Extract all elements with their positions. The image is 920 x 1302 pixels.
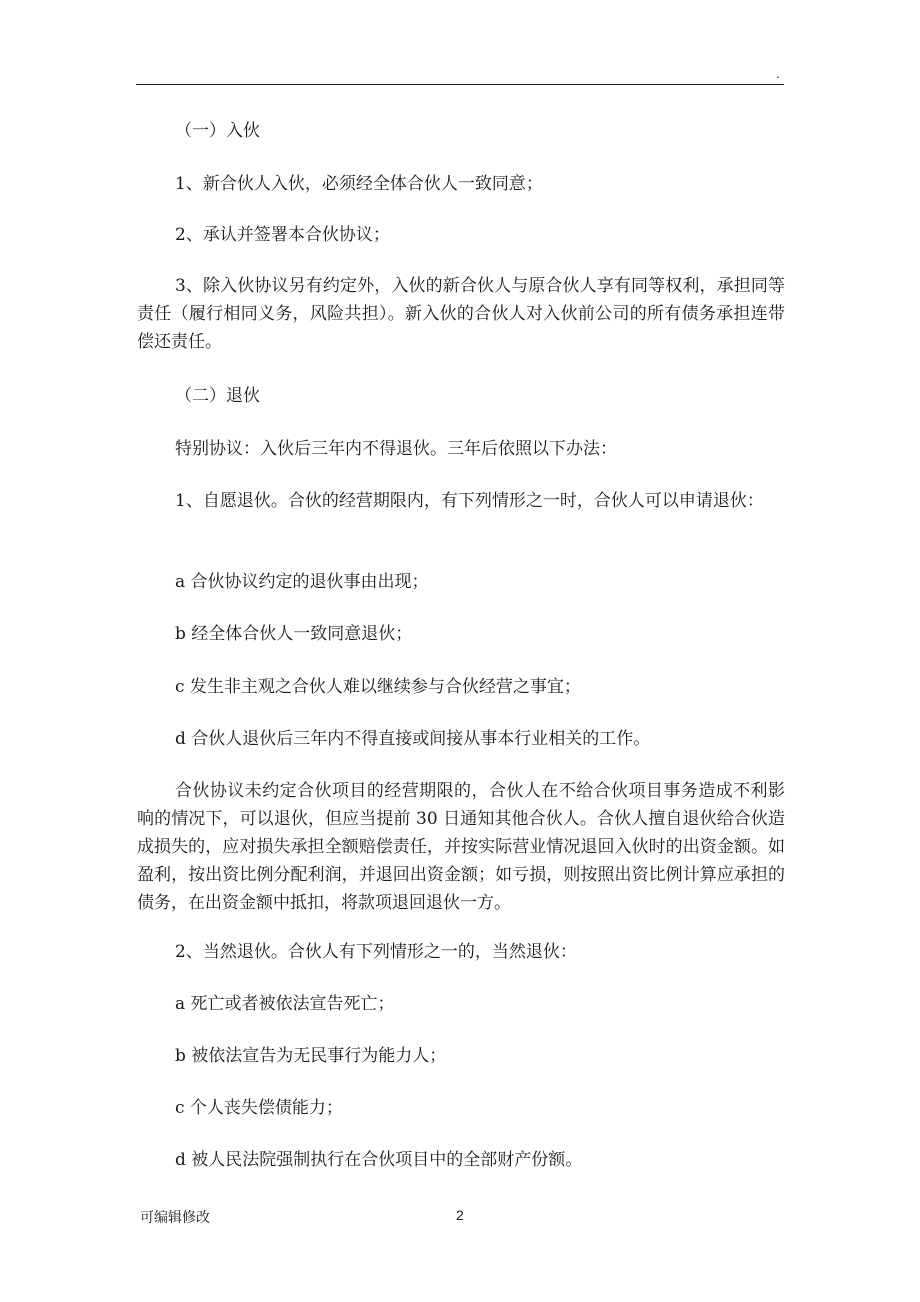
- list-item: d 被人民法院强制执行在合伙项目中的全部财产份额。: [175, 1150, 583, 1170]
- list-item: b 被依法宣告为无民事行为能力人；: [175, 1046, 447, 1066]
- list-item: b 经全体合伙人一致同意退伙；: [175, 624, 413, 644]
- footer-editable-note: 可编辑修改: [140, 1210, 210, 1226]
- section-heading-withdrawal: （二）退伙: [175, 386, 260, 406]
- page-number: 2: [456, 1207, 464, 1223]
- list-item: c 发生非主观之合伙人难以继续参与合伙经营之事宜；: [175, 677, 581, 697]
- paragraph: 特别协议：入伙后三年内不得退伙。三年后依照以下办法：: [175, 439, 617, 459]
- paragraph: 合伙协议未约定合伙项目的经营期限的，合伙人在不给合伙项目事务造成不利影响的情况下，可以退伙，但应当提前 30 日通知其他合伙人。合伙人擅自退伙给合伙造成损失的，应对损失承担全额赔偿责任，并按实际营业情况退回入伙时的出资金额。如盈利，按出资比例分配利润，并退回出资金额；如亏损，则按照出资比例计算应承担的债务，在出资金额中抵扣，将款项退回退伙一方。: [137, 781, 785, 913]
- list-item: c 个人丧失偿债能力；: [175, 1098, 343, 1118]
- section-heading-joining: （一）入伙: [175, 121, 260, 141]
- paragraph: 1、自愿退伙。合伙的经营期限内，有下列情形之一时，合伙人可以申请退伙：: [175, 491, 764, 511]
- list-item: a 死亡或者被依法宣告死亡；: [175, 994, 395, 1014]
- paragraph: 1、新合伙人入伙，必须经全体合伙人一致同意；: [175, 174, 543, 194]
- paragraph: 2、当然退伙。合伙人有下列情形之一的，当然退伙：: [175, 942, 577, 962]
- list-item: d 合伙人退伙后三年内不得直接或间接从事本行业相关的工作。: [175, 729, 651, 749]
- header-mark: .: [776, 65, 780, 81]
- header-rule: [136, 84, 784, 85]
- paragraph: 2、承认并签署本合伙协议；: [175, 225, 390, 245]
- paragraph: 3、除入伙协议另有约定外，入伙的新合伙人与原合伙人享有同等权利，承担同等责任（履行相同义务，风险共担）。新入伙的合伙人对入伙前公司的所有债务承担连带偿还责任。: [137, 276, 785, 352]
- list-item: a 合伙协议约定的退伙事由出现；: [175, 572, 429, 592]
